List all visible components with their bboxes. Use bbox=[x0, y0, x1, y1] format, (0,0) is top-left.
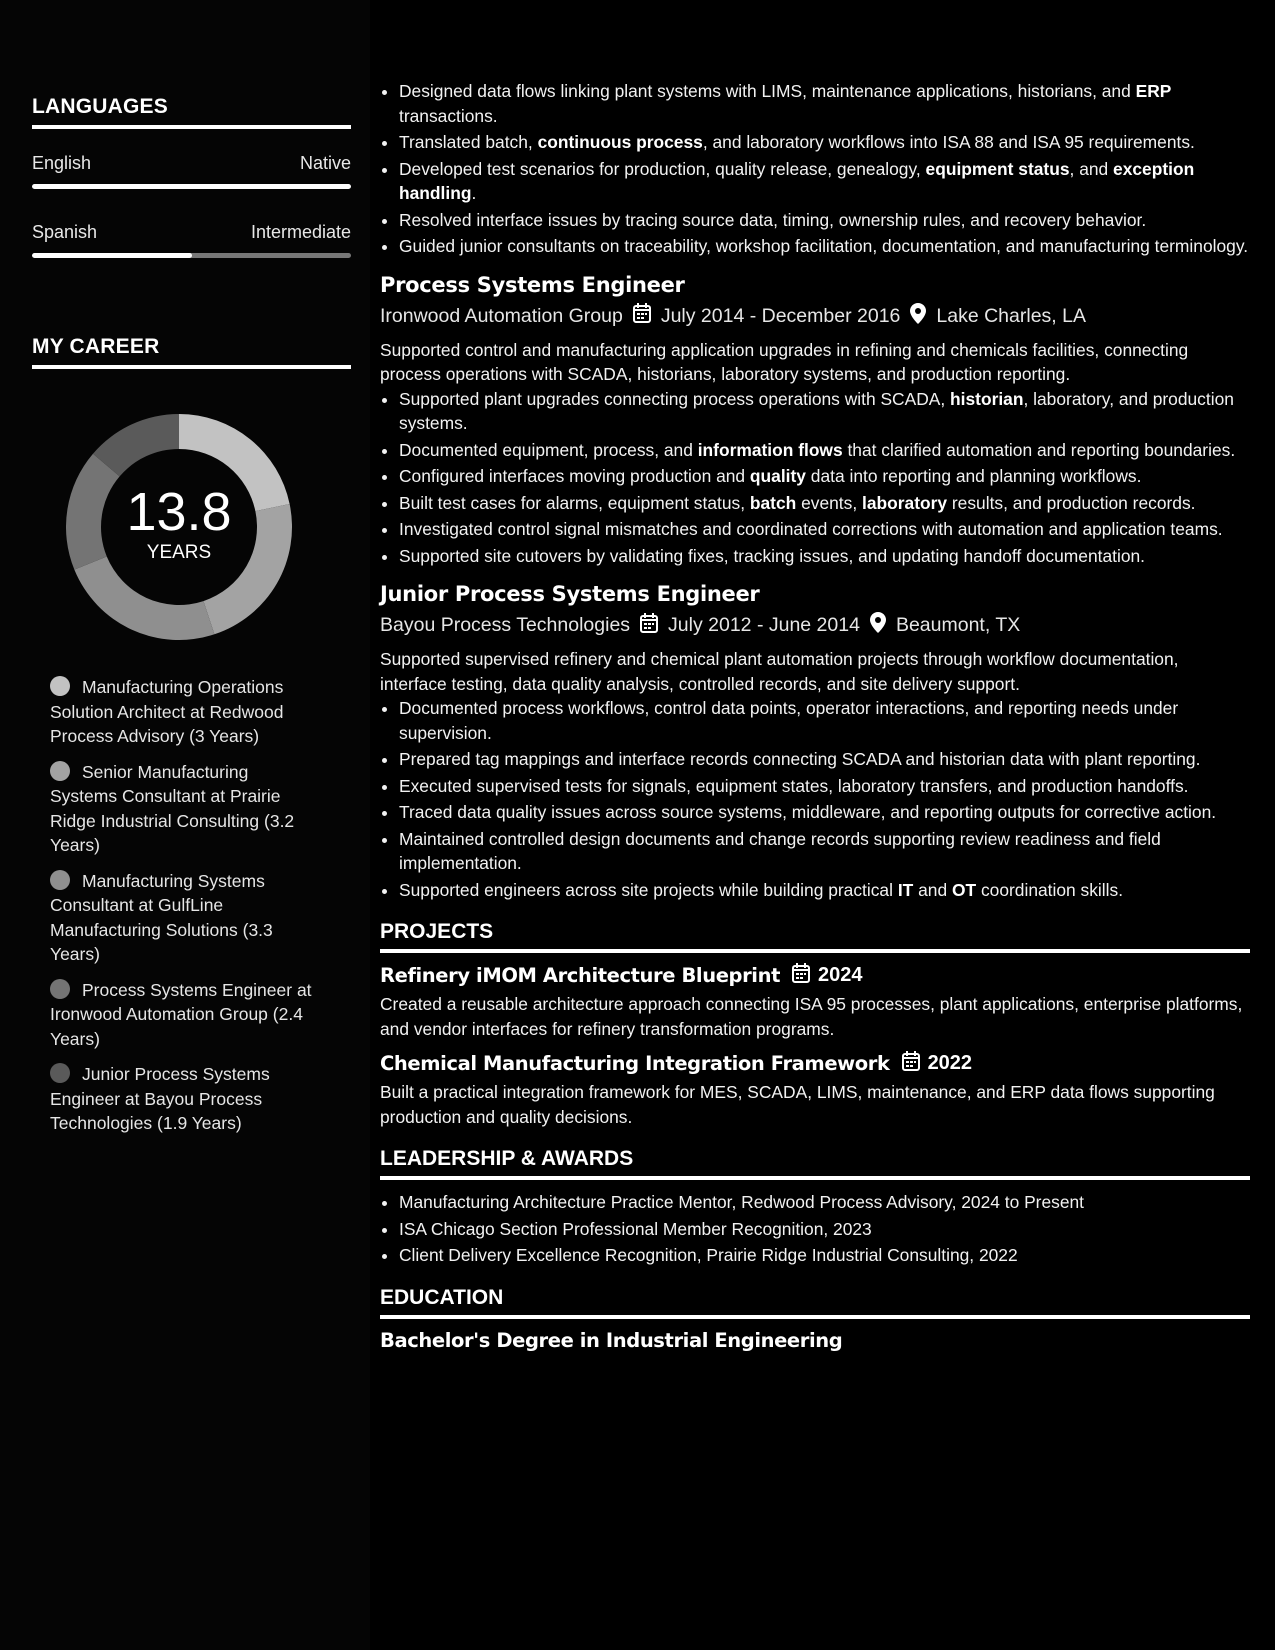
language-row-spanish bbox=[32, 222, 351, 243]
project-title-row bbox=[380, 963, 1250, 988]
location-pin-icon bbox=[910, 303, 926, 330]
legend-item bbox=[50, 869, 320, 967]
project-title-row bbox=[380, 1051, 1250, 1076]
language-name: English bbox=[32, 153, 92, 173]
legend-label: Manufacturing Systems Consultant at GulfLine Manufacturing Solutions (3.3 Years) bbox=[50, 870, 273, 964]
job-title: Junior Process Systems Engineer bbox=[380, 582, 760, 606]
job-location: Lake Charles, LA bbox=[936, 304, 1086, 327]
calendar-icon bbox=[640, 613, 658, 639]
job-location: Beaumont, TX bbox=[895, 614, 1021, 636]
project-title: Refinery iMOM Architecture Blueprint bbox=[380, 964, 780, 987]
language-row-english bbox=[32, 153, 351, 174]
bullet-item: • Supported engineers across site projects while building practical IT and OT coordination skills. bbox=[399, 878, 1250, 903]
awards-list bbox=[380, 1190, 1250, 1268]
career-legend bbox=[50, 675, 320, 1147]
job-title: Process Systems Engineer bbox=[380, 272, 685, 297]
award-item: • Manufacturing Architecture Practice Mentor, Redwood Process Advisory, 2024 to Present bbox=[399, 1190, 1250, 1215]
job-entry bbox=[380, 582, 1250, 902]
bullet-item: • Built test cases for alarms, equipment status, batch events, laboratory results, and production records. bbox=[399, 491, 1250, 516]
legend-label: Junior Process Systems Engineer at Bayou Process Technologies (1.9 Years) bbox=[50, 1064, 270, 1133]
career-total-unit: YEARS bbox=[146, 542, 212, 563]
education-degree: Bachelor's Degree in Industrial Engineering bbox=[380, 1328, 843, 1352]
bullet-item: • Supported plant upgrades connecting process operations with SCADA, historian, laboratory, and production systems. bbox=[399, 387, 1250, 436]
career-heading: MY CAREER bbox=[32, 335, 351, 369]
award-item: • ISA Chicago Section Professional Member Recognition, 2023 bbox=[399, 1217, 1250, 1242]
project-description: Created a reusable architecture approach connecting ISA 95 processes, plant applications, enterprise platforms, and vendor interfaces for refinery transformation programs. bbox=[380, 994, 1243, 1039]
career-total-value: 13.8 bbox=[126, 482, 232, 542]
job-meta bbox=[380, 303, 1250, 330]
language-name: Spanish bbox=[32, 222, 98, 242]
languages-heading: LANGUAGES bbox=[32, 95, 351, 129]
sidebar bbox=[0, 0, 370, 1650]
bullet-item: • Designed data flows linking plant systems with LIMS, maintenance applications, historians, and ERP transactions. bbox=[399, 79, 1250, 128]
project-title: Chemical Manufacturing Integration Framework bbox=[380, 1052, 890, 1075]
language-bar-fill bbox=[32, 253, 192, 258]
award-item: • Client Delivery Excellence Recognition, Prairie Ridge Industrial Consulting, 2022 bbox=[399, 1243, 1250, 1268]
job-company: Ironwood Automation Group bbox=[380, 304, 623, 327]
legend-label: Senior Manufacturing Systems Consultant at Prairie Ridge Industrial Consulting (3.2 Years) bbox=[50, 761, 295, 855]
bullet-item: • Developed test scenarios for production, quality release, genealogy, equipment status, and exception handling. bbox=[399, 157, 1250, 206]
legend-dot bbox=[50, 979, 70, 999]
projects-heading: PROJECTS bbox=[380, 920, 1250, 953]
bullet-item: • Translated batch, continuous process, and laboratory workflows into ISA 88 and ISA 95 requirements. bbox=[399, 130, 1250, 155]
project-description: Built a practical integration framework for MES, SCADA, LIMS, maintenance, and ERP data flows supporting production and quality decisions. bbox=[380, 1082, 1215, 1127]
bullet-item: • Investigated control signal mismatches and coordinated corrections with automation and application teams. bbox=[399, 517, 1250, 542]
language-level: Intermediate bbox=[250, 222, 351, 242]
bullet-item: • Executed supervised tests for signals, equipment states, laboratory transfers, and production handoffs. bbox=[399, 774, 1250, 799]
bullet-item: • Maintained controlled design documents and change records supporting review readiness and field implementation. bbox=[399, 827, 1250, 876]
legend-dot bbox=[50, 1063, 70, 1083]
legend-item bbox=[50, 760, 320, 858]
legend-label: Process Systems Engineer at Ironwood Automation Group (2.4 Years) bbox=[50, 979, 312, 1049]
job-dates: July 2014 - December 2016 bbox=[660, 304, 901, 327]
awards-heading: LEADERSHIP & AWARDS bbox=[380, 1147, 1250, 1180]
bullet-item: • Supported site cutovers by validating fixes, tracking issues, and updating handoff documentation. bbox=[399, 544, 1250, 569]
job-bullets bbox=[380, 387, 1250, 569]
bullet-item: • Traced data quality issues across source systems, middleware, and reporting outputs for corrective action. bbox=[399, 800, 1250, 825]
legend-dot bbox=[50, 676, 70, 696]
legend-item bbox=[50, 978, 320, 1052]
job-entry bbox=[380, 273, 1250, 569]
job-description: Supported supervised refinery and chemical plant automation projects through workflow documentation, interface testing, data quality analysis, controlled records, and site delivery support. bbox=[380, 649, 1179, 694]
main-content bbox=[380, 0, 1250, 1650]
job-dates: July 2012 - June 2014 bbox=[668, 614, 860, 636]
education-heading: EDUCATION bbox=[380, 1286, 1250, 1319]
donut-center bbox=[66, 414, 292, 640]
location-pin-icon bbox=[870, 612, 886, 639]
bullet-item: • Configured interfaces moving production and quality data into reporting and planning workflows. bbox=[399, 464, 1250, 489]
job-meta bbox=[380, 612, 1250, 639]
project-entry bbox=[380, 963, 1250, 1041]
calendar-icon bbox=[633, 303, 651, 329]
prev-job-bullets bbox=[380, 79, 1250, 259]
job-bullets bbox=[380, 696, 1250, 902]
project-year: 2022 bbox=[927, 1052, 973, 1074]
legend-label: Manufacturing Operations Solution Architect at Redwood Process Advisory (3 Years) bbox=[50, 677, 284, 746]
language-bar-spanish bbox=[32, 253, 351, 258]
legend-item bbox=[50, 675, 320, 749]
bullet-item: • Documented equipment, process, and information flows that clarified automation and reporting boundaries. bbox=[399, 438, 1250, 463]
bullet-item: • Resolved interface issues by tracing source data, timing, ownership rules, and recovery behavior. bbox=[399, 208, 1250, 233]
project-entry bbox=[380, 1051, 1250, 1129]
career-donut-chart bbox=[66, 414, 292, 640]
bullet-item: • Documented process workflows, control data points, operator interactions, and reporting needs under supervision. bbox=[399, 696, 1250, 745]
legend-dot bbox=[50, 761, 70, 781]
language-bar-fill bbox=[32, 184, 351, 189]
language-level: Native bbox=[299, 153, 351, 173]
project-year: 2024 bbox=[818, 964, 863, 986]
job-company: Bayou Process Technologies bbox=[380, 614, 631, 636]
calendar-icon bbox=[792, 963, 810, 988]
legend-item bbox=[50, 1062, 320, 1136]
calendar-icon bbox=[902, 1051, 920, 1076]
legend-dot bbox=[50, 870, 70, 890]
bullet-item: • Guided junior consultants on traceability, workshop facilitation, documentation, and manufacturing terminology. bbox=[399, 234, 1250, 259]
bullet-item: • Prepared tag mappings and interface records connecting SCADA and historian data with plant reporting. bbox=[399, 747, 1250, 772]
job-description: Supported control and manufacturing application upgrades in refining and chemicals facilities, connecting process operations with SCADA, historians, laboratory systems, and production reporting. bbox=[380, 339, 1189, 384]
language-bar-english bbox=[32, 184, 351, 189]
